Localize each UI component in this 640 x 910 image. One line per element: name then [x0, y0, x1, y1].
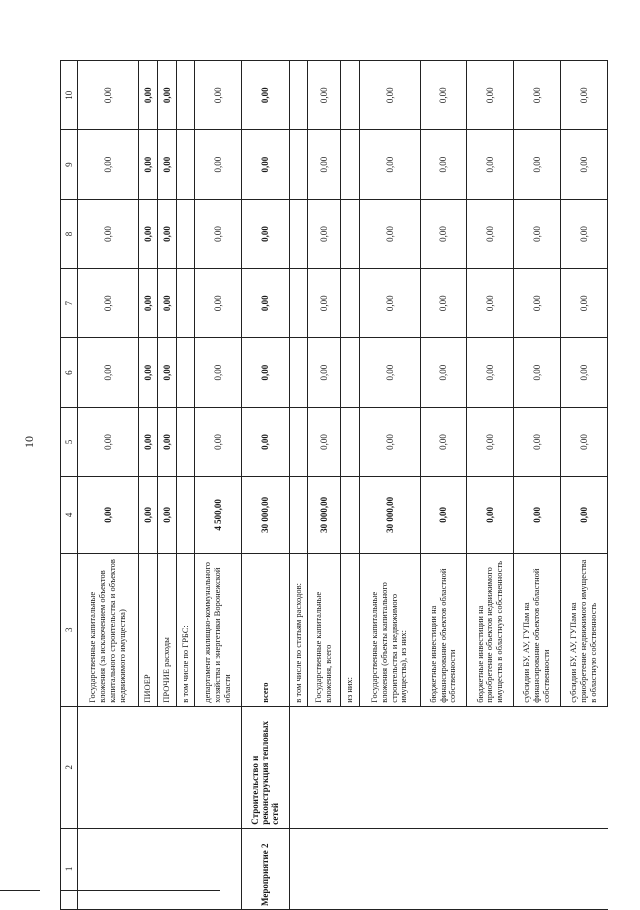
value-cell: 0,00 — [308, 199, 341, 268]
value-cell — [289, 407, 308, 476]
col-header: 10 — [61, 61, 78, 130]
value-cell: 0,00 — [561, 130, 608, 199]
expense-item-cell: в том числе по ГРБС: — [176, 553, 195, 706]
value-cell — [289, 269, 308, 338]
value-cell: 0,00 — [78, 269, 139, 338]
table-row — [420, 61, 467, 910]
table-row — [195, 61, 242, 910]
activity-name-cell — [176, 706, 195, 828]
expense-item-cell: в том числе по статьям расходов: — [289, 553, 308, 706]
value-cell: 0,00 — [157, 269, 176, 338]
value-cell: 0,00 — [420, 338, 467, 407]
value-cell — [341, 199, 360, 268]
value-cell: 30 000,00 — [359, 477, 420, 554]
value-cell: 0,00 — [308, 61, 341, 130]
col-header: 1 — [61, 828, 78, 909]
value-cell: 0,00 — [561, 477, 608, 554]
value-cell: 0,00 — [420, 130, 467, 199]
value-cell: 0,00 — [242, 130, 290, 199]
value-cell: 0,00 — [308, 338, 341, 407]
footer-rule-left — [0, 890, 40, 891]
expense-item-cell: Государственные капитальные вложения, всего — [308, 553, 341, 706]
table-row — [289, 61, 308, 910]
value-cell: 30 000,00 — [242, 477, 290, 554]
expense-item-cell: бюджетные инвестиции на приобретение объектов недвижимого имущества в областную собственность — [467, 553, 514, 706]
value-cell: 0,00 — [139, 407, 158, 476]
value-cell: 0,00 — [420, 61, 467, 130]
value-cell: 0,00 — [157, 477, 176, 554]
value-cell: 0,00 — [420, 477, 467, 554]
budget-table — [60, 60, 608, 910]
col-header: 5 — [61, 407, 78, 476]
value-cell — [176, 477, 195, 554]
value-cell: 0,00 — [359, 199, 420, 268]
activity-name-cell — [289, 706, 308, 828]
value-cell — [341, 477, 360, 554]
activity-cell — [289, 828, 308, 909]
value-cell: 0,00 — [561, 61, 608, 130]
value-cell: 0,00 — [467, 61, 514, 130]
expense-item-cell: бюджетные инвестиции на финансирование объектов областной собственности — [420, 553, 467, 706]
table-row — [308, 61, 341, 910]
value-cell: 0,00 — [514, 199, 561, 268]
value-cell: 0,00 — [420, 269, 467, 338]
expense-item-cell: из них: — [341, 553, 360, 706]
expense-item-cell: Государственные капитальные вложения (за исключением объектов капитального строительства и объектов недвижимого имущества) — [78, 553, 139, 706]
value-cell: 0,00 — [514, 338, 561, 407]
activity-cell: Мероприятие 2 — [242, 828, 290, 909]
activity-cell — [308, 828, 341, 909]
value-cell — [341, 61, 360, 130]
value-cell: 0,00 — [467, 130, 514, 199]
value-cell: 0,00 — [157, 407, 176, 476]
value-cell — [341, 407, 360, 476]
table-row — [78, 61, 139, 910]
value-cell: 0,00 — [139, 61, 158, 130]
value-cell — [341, 269, 360, 338]
page-number: 10 — [22, 436, 36, 448]
col-header: 3 — [61, 553, 78, 706]
value-cell: 0,00 — [78, 199, 139, 268]
table-row — [139, 61, 158, 910]
value-cell: 0,00 — [195, 61, 242, 130]
value-cell — [289, 477, 308, 554]
table-row — [359, 61, 420, 910]
value-cell: 0,00 — [514, 407, 561, 476]
value-cell: 0,00 — [467, 338, 514, 407]
value-cell: 0,00 — [467, 407, 514, 476]
value-cell — [289, 61, 308, 130]
value-cell: 0,00 — [139, 130, 158, 199]
activity-name-cell — [308, 706, 341, 828]
activity-name-cell — [157, 706, 176, 828]
value-cell: 0,00 — [78, 61, 139, 130]
activity-cell — [514, 828, 561, 909]
activity-name-cell — [467, 706, 514, 828]
table-row — [242, 61, 290, 910]
value-cell — [341, 130, 360, 199]
activity-name-cell — [359, 706, 420, 828]
value-cell: 0,00 — [139, 199, 158, 268]
table-row — [561, 61, 608, 910]
budget-table-sheet — [60, 60, 608, 910]
value-cell — [289, 199, 308, 268]
expense-item-cell: субсидии БУ, АУ, ГУПам на финансирование объектов областной собственности — [514, 553, 561, 706]
value-cell: 0,00 — [467, 269, 514, 338]
value-cell: 0,00 — [359, 407, 420, 476]
value-cell: 0,00 — [139, 338, 158, 407]
table-row — [176, 61, 195, 910]
col-header: 2 — [61, 706, 78, 828]
activity-cell — [561, 828, 608, 909]
value-cell: 0,00 — [78, 338, 139, 407]
expense-item-cell: ПИОЕР — [139, 553, 158, 706]
activity-cell — [420, 828, 467, 909]
col-header: 7 — [61, 269, 78, 338]
activity-cell — [359, 828, 420, 909]
value-cell: 0,00 — [561, 199, 608, 268]
activity-cell — [341, 828, 360, 909]
value-cell: 30 000,00 — [308, 477, 341, 554]
value-cell: 0,00 — [195, 199, 242, 268]
value-cell — [176, 199, 195, 268]
expense-item-cell: всего — [242, 553, 290, 706]
value-cell: 0,00 — [242, 407, 290, 476]
value-cell: 0,00 — [359, 61, 420, 130]
value-cell: 0,00 — [78, 130, 139, 199]
value-cell — [176, 338, 195, 407]
value-cell: 0,00 — [359, 130, 420, 199]
expense-item-cell: субсидии БУ, АУ, ГУПам на приобретение недвижимого имущества в областную собственность — [561, 553, 608, 706]
activity-name-cell — [561, 706, 608, 828]
value-cell: 0,00 — [467, 477, 514, 554]
activity-cell — [139, 828, 158, 909]
expense-item-cell: Государственные капитальные вложения (объекты капитального строительства и недвижимого имущества), из них: — [359, 553, 420, 706]
table-row — [157, 61, 176, 910]
value-cell — [176, 61, 195, 130]
value-cell: 0,00 — [195, 407, 242, 476]
table-row — [514, 61, 561, 910]
value-cell: 0,00 — [195, 269, 242, 338]
expense-item-cell: департамент жилищно-коммунального хозяйства и энергетики Воронежской области — [195, 553, 242, 706]
value-cell: 0,00 — [242, 269, 290, 338]
value-cell — [289, 130, 308, 199]
value-cell: 0,00 — [157, 199, 176, 268]
value-cell: 0,00 — [420, 199, 467, 268]
value-cell: 0,00 — [195, 130, 242, 199]
value-cell: 0,00 — [308, 130, 341, 199]
activity-name-cell: Строительство и реконструкция тепловых сетей — [242, 706, 290, 828]
activity-cell — [467, 828, 514, 909]
value-cell — [176, 269, 195, 338]
value-cell: 4 500,00 — [195, 477, 242, 554]
value-cell: 0,00 — [514, 130, 561, 199]
footer-rule — [60, 890, 220, 891]
col-header: 9 — [61, 130, 78, 199]
value-cell: 0,00 — [359, 269, 420, 338]
value-cell: 0,00 — [242, 338, 290, 407]
value-cell: 0,00 — [561, 269, 608, 338]
header-row — [61, 61, 78, 910]
value-cell: 0,00 — [157, 338, 176, 407]
value-cell: 0,00 — [139, 269, 158, 338]
activity-name-cell — [78, 706, 139, 828]
value-cell: 0,00 — [139, 477, 158, 554]
col-header: 4 — [61, 477, 78, 554]
value-cell: 0,00 — [195, 338, 242, 407]
value-cell: 0,00 — [359, 338, 420, 407]
activity-name-cell — [341, 706, 360, 828]
value-cell — [176, 407, 195, 476]
value-cell — [176, 130, 195, 199]
activity-name-cell — [514, 706, 561, 828]
value-cell — [289, 338, 308, 407]
value-cell: 0,00 — [308, 269, 341, 338]
activity-name-cell — [420, 706, 467, 828]
value-cell: 0,00 — [420, 407, 467, 476]
value-cell: 0,00 — [561, 407, 608, 476]
value-cell: 0,00 — [242, 61, 290, 130]
activity-cell — [78, 828, 139, 909]
value-cell: 0,00 — [157, 130, 176, 199]
value-cell: 0,00 — [467, 199, 514, 268]
table-row — [467, 61, 514, 910]
value-cell: 0,00 — [514, 269, 561, 338]
value-cell — [341, 338, 360, 407]
table-row — [341, 61, 360, 910]
activity-cell — [176, 828, 195, 909]
col-header: 6 — [61, 338, 78, 407]
value-cell: 0,00 — [561, 338, 608, 407]
value-cell: 0,00 — [514, 61, 561, 130]
value-cell: 0,00 — [157, 61, 176, 130]
value-cell: 0,00 — [308, 407, 341, 476]
value-cell: 0,00 — [514, 477, 561, 554]
activity-name-cell — [195, 706, 242, 828]
activity-cell — [195, 828, 242, 909]
value-cell: 0,00 — [242, 199, 290, 268]
value-cell: 0,00 — [78, 477, 139, 554]
col-header: 8 — [61, 199, 78, 268]
expense-item-cell: ПРОЧИЕ расходы — [157, 553, 176, 706]
activity-name-cell — [139, 706, 158, 828]
activity-cell — [157, 828, 176, 909]
value-cell: 0,00 — [78, 407, 139, 476]
